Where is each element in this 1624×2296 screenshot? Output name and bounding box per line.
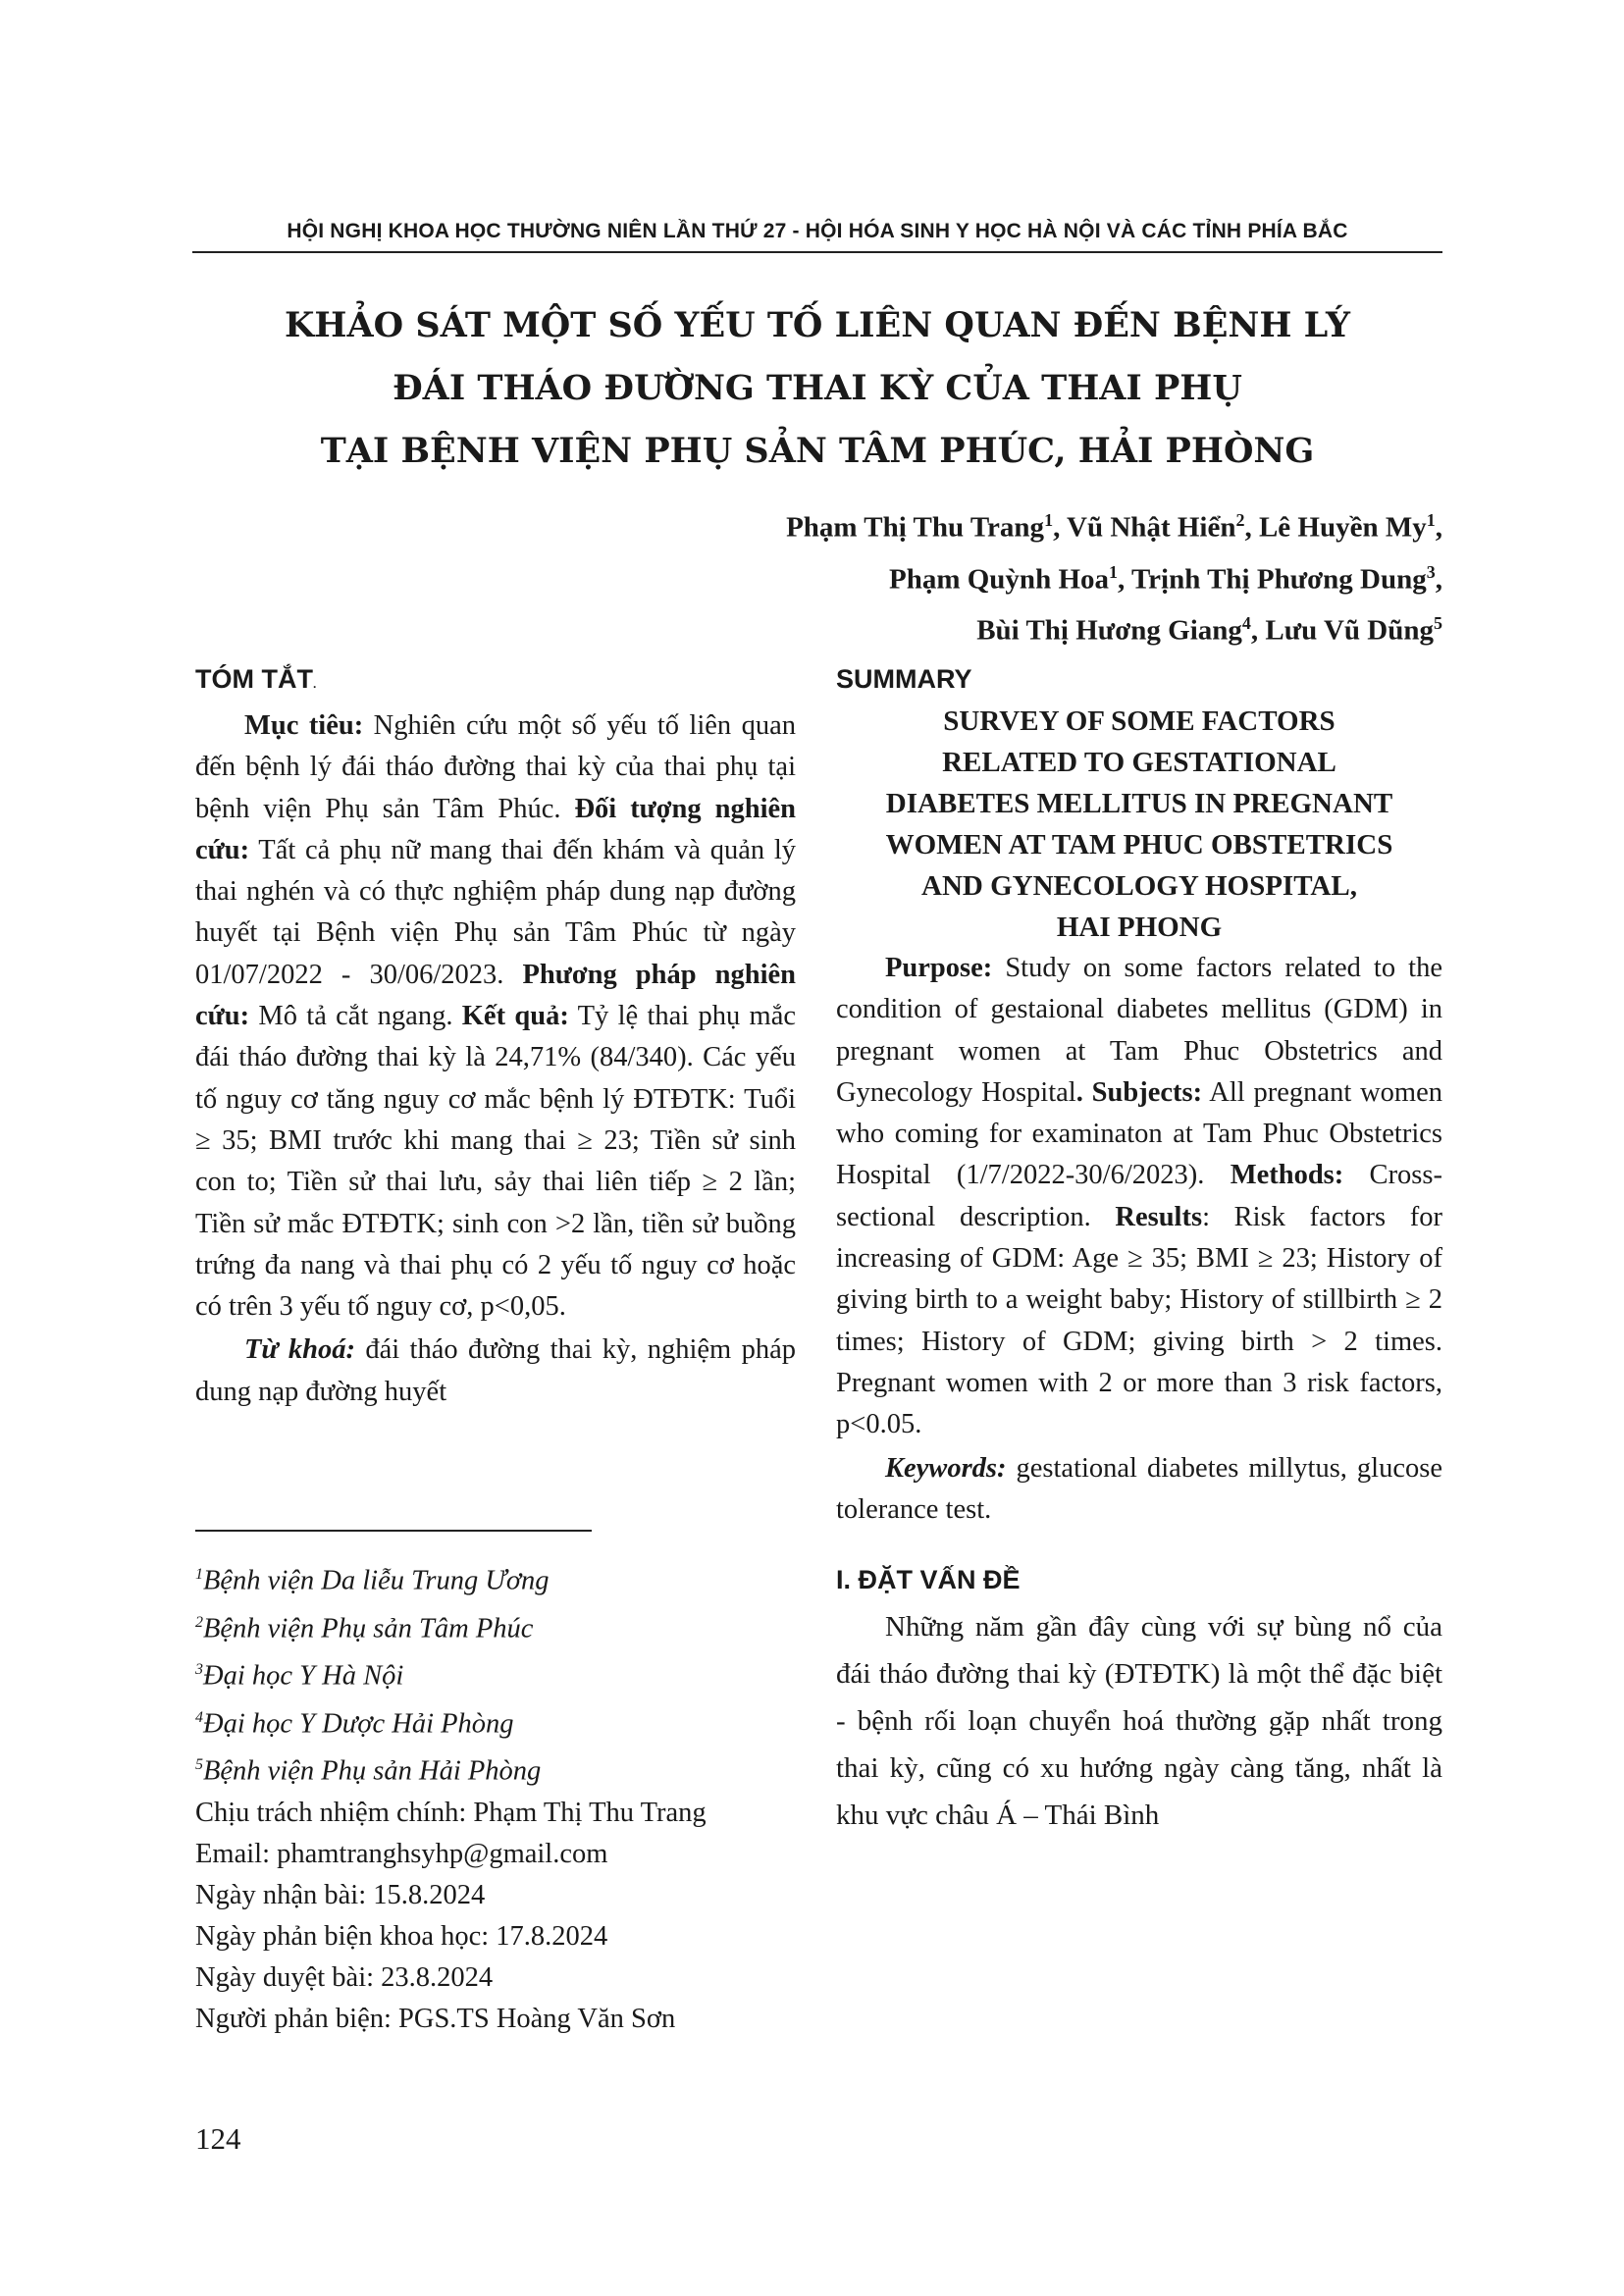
author-name: Vũ Nhật Hiển (1067, 511, 1236, 544)
author-name: Bùi Thị Hương Giang (976, 614, 1242, 647)
subjects-label: Subjects: (1082, 1076, 1203, 1108)
email: Email: phamtranghsyhp@gmail.com (195, 1838, 608, 1869)
author-affiliation-mark: 3 (1426, 561, 1436, 582)
abstract-paragraph: Mục tiêu: Nghiên cứu một số yếu tố liên quan đến bệnh lý đái tháo đường thai kỳ của thai phụ tại bệnh viện Phụ sản Tâm Phúc. Đối tượng nghiên cứu: Tất cả phụ nữ mang thai đến khám và quản lý thai nghén và có thực nghiệm pháp dung nạp đường huyết tại Bệnh viện Phụ sản Tâm Phúc từ ngày 01/07/2022 - 30/06/2023. Phương pháp nghiên cứu: Mô tả cắt ngang. Kết quả: Tỷ lệ thai phụ mắc đái tháo đường thai kỳ là 24,71% (84/340). Các yếu tố nguy cơ tăng nguy cơ mắc bệnh lý ĐTĐTK: Tuổi ≥ 35; BMI trước khi mang thai ≥ 23; Tiền sử sinh con to; Tiền sử thai lưu, sảy thai liên tiếp ≥ 2 lần; Tiền sử mắc ĐTĐTK; sinh con >2 lần, tiền sử buồng trứng đa nang và thai phụ có 2 yếu tố nguy cơ hoặc có trên 3 yếu tố nguy cơ, p<0,05. (195, 710, 797, 1323)
keywords-paragraph: Keywords: gestational diabetes millytus, glucose tolerance test. (836, 1452, 1442, 1525)
results-label: Results (1115, 1201, 1203, 1232)
article-title (192, 294, 1442, 483)
purpose-label: Purpose: (885, 953, 993, 983)
author-name: Lê Huyền My (1258, 511, 1427, 544)
abstract-heading: TÓM TẮT. (195, 664, 317, 694)
methods-label: Methods: (1230, 1160, 1344, 1191)
author-name: Phạm Thị Thu Trang (786, 511, 1045, 544)
objective-label: Mục tiêu: (244, 710, 364, 741)
corresponding-author: Chịu trách nhiệm chính: Phạm Thị Thu Trang (195, 1797, 707, 1828)
footnote-rule (195, 1530, 592, 1532)
title-line: TẠI BỆNH VIỆN PHỤ SẢN TÂM PHÚC, HẢI PHÒNG (320, 431, 1315, 471)
affiliation: $^1$Bệnh viện Da liễu Trung Ương (195, 1565, 550, 1596)
keywords-paragraph: Từ khoá: đái tháo đường thai kỳ, nghiệm pháp dung nạp đường huyết (195, 1334, 796, 1407)
author-affiliation-mark: 1 (1044, 510, 1054, 530)
accepted-date: Ngày duyệt bài: 23.8.2024 (195, 1961, 494, 1993)
abstract-vietnamese (195, 659, 796, 1413)
page-number: 124 (195, 2121, 241, 2156)
received-date: Ngày nhận bài: 15.8.2024 (195, 1879, 486, 1910)
author-affiliation-mark: 2 (1235, 510, 1245, 530)
summary-heading: SUMMARY (836, 664, 972, 694)
results-label: Kết quả: (461, 1001, 569, 1032)
keywords-label: Keywords: (885, 1452, 1007, 1484)
header-rule (192, 251, 1442, 253)
author-name: Trịnh Thị Phương Dung (1130, 563, 1427, 596)
title-line: ĐÁI THÁO ĐƯỜNG THAI KỲ CỦA THAI PHỤ (393, 368, 1242, 408)
intro-paragraph: Những năm gần đây cùng với sự bùng nổ của đái tháo đường thai kỳ (ĐTĐTK) là một thể đặc biệt - bệnh rối loạn chuyển hoá thường gặp nhất trong thai kỳ, cũng có xu hướng ngày càng tăng, nhất là khu vực châu Á – Thái Bình (836, 1611, 1442, 1832)
affiliation: $^4$Đại học Y Dược Hải Phòng (195, 1708, 514, 1739)
author-line: Phạm Thị Thu Trang$^1$, Vũ Nhật Hiển$^2$, Lê Huyền My$^1$, (786, 510, 1442, 544)
author-affiliation-mark: 4 (1241, 613, 1251, 634)
abstract-english (836, 659, 1442, 1839)
author-line: Phạm Quỳnh Hoa$^1$, Trịnh Thị Phương Dung$^3$, (889, 561, 1442, 596)
english-title: SURVEY OF SOME FACTORS RELATED TO GESTATIONAL DIABETES MELLITUS IN PREGNANT WOMEN AT TAM PHUC OBSTETRICS AND GYNECOLOGY HOSPITAL, HAI PHONG (885, 705, 1393, 943)
author-list (550, 498, 1442, 653)
affiliation: $^5$Bệnh viện Phụ sản Hải Phòng (195, 1755, 542, 1787)
affiliation: $^3$Đại học Y Hà Nội (195, 1660, 404, 1692)
running-head: HỘI NGHỊ KHOA HỌC THƯỜNG NIÊN LẦN THỨ 27 - HỘI HÓA SINH Y HỌC HÀ NỘI VÀ CÁC TỈNH PHÍA BẮC (287, 220, 1348, 242)
section-heading: I. ĐẶT VẤN ĐỀ (836, 1565, 1021, 1595)
title-line: KHẢO SÁT MỘT SỐ YẾU TỐ LIÊN QUAN ĐẾN BỆNH LÝ (285, 305, 1350, 345)
author-line: Bùi Thị Hương Giang$^4$, Lưu Vũ Dũng$^5$ (976, 613, 1442, 647)
summary-paragraph: Purpose: Study on some factors related to the condition of gestaional diabetes mellitus (GDM) in pregnant women at Tam Phuc Obstetrics and Gynecology Hospital. Subjects: All pregnant women who coming for examinaton at Tam Phuc Obstetrics Hospital (1/7/2022-30/6/2023). Methods: Cross-sectional description. Results: Risk factors for increasing of GDM: Age ≥ 35; BMI ≥ 23; History of giving birth to a weight baby; History of stillbirth ≥ 2 times; History of GDM; giving birth > 2 times. Pregnant women with 2 or more than 3 risk factors, p<0.05. (836, 953, 1442, 1440)
author-affiliation-mark: 1 (1109, 561, 1118, 582)
reviewer: Người phản biện: PGS.TS Hoàng Văn Sơn (195, 2003, 676, 2034)
review-date: Ngày phản biện khoa học: 17.8.2024 (195, 1920, 608, 1952)
author-name: Lưu Vũ Dũng (1265, 614, 1434, 647)
author-affiliation-mark: 5 (1434, 613, 1442, 634)
subjects-label: Đối tượng nghiên cứu: (195, 793, 796, 865)
affiliation: $^2$Bệnh viện Phụ sản Tâm Phúc (195, 1613, 534, 1644)
author-name: Phạm Quỳnh Hoa (889, 563, 1109, 596)
author-affiliation-mark: 1 (1426, 510, 1436, 530)
footnotes (195, 1554, 796, 2040)
keywords-label: Từ khoá: (244, 1334, 355, 1366)
methods-label: Phương pháp nghiên cứu: (195, 959, 796, 1032)
